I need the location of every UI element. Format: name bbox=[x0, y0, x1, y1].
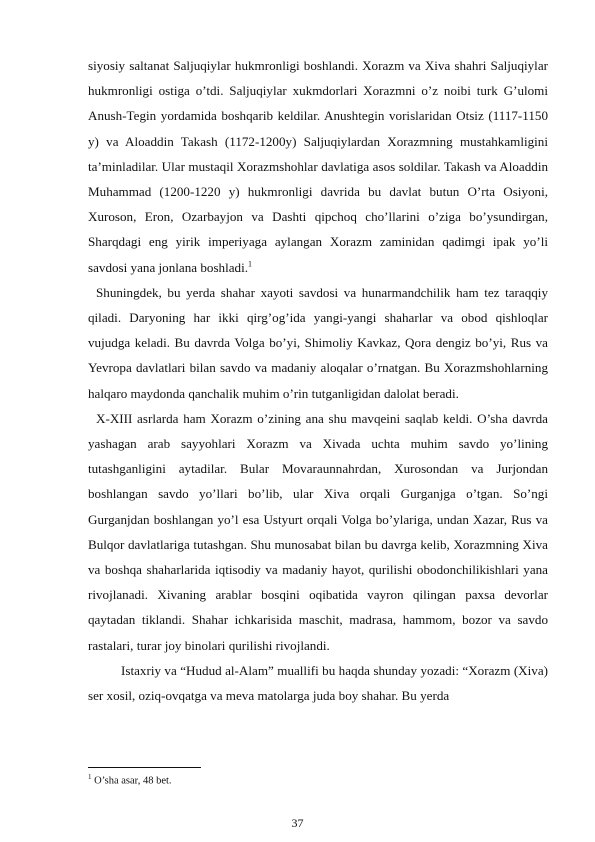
page-number: 37 bbox=[291, 816, 304, 830]
footnote-text: O’sha asar, 48 bet. bbox=[91, 775, 172, 787]
footnote-reference[interactable]: 1 bbox=[248, 259, 253, 269]
paragraph: Shuningdek, bu yerda shahar xayoti savdosi va hunarmandchilik ham tez taraqqiy qiladi. Daryoning har ikki qirg’og’ida yangi-yangi shaharlar va obod qishloqlar vujudga keladi. Bu davrda Volga bo’yi, Shimoliy Kavkaz, Qora dengiz bo’yi, Rus va Yevropa davlatlari bilan savdo va madaniy aloqalar o’rnatgan. Bu Xorazmshohlarning halqaro maydonda qanchalik muhim o’rin tutganligidan dalolat beradi. bbox=[88, 284, 548, 401]
paragraph: Istaxriy va “Hudud al-Alam” muallifi bu haqda shunday yozadi: “Xorazm (Xiva) ser xosil, oziq-ovqatga va meva matolarga juda boy shahar. Bu yerda bbox=[88, 662, 548, 704]
paragraph: X-XIII asrlarda ham Xorazm o’zining ana shu mavqeini saqlab keldi. O’sha davrda yashagan arab sayyohlari Xorazm va Xivada uchta muhim savdo yo’lining tutashganligini aytadilar. Bular Movaraunnahrdan, Xurosondan va Jurjondan boshlangan savdo yo’llari bo’lib, ular Xiva orqali Gurganjga o’tgan. So’ngi Gurganjdan boshlangan yo’l esa Ustyurt orqali Volga bo’ylariga, undan Xazar, Rus va Bulqor davlatlariga tutashgan. Shu munosabat bilan bu davrga kelib, Xorazmning Xiva va boshqa shaharlarida iqtisodiy va madaniy hayot, qurilishi obodonchilikishlari yana rivojlanadi. Xivaning arablar bosqini oqibatida vayron qilingan paxsa devorlar qaytadan tiklandi. Shahar ichkarisida maschit, madrasa, hammom, bozor va savdo rastalari, turar joy binolari qurilishi rivojlandi. bbox=[88, 410, 548, 653]
footnote-marker: 1 bbox=[88, 773, 92, 781]
paragraph-text: siyosiy saltanat Saljuqiylar hukmronligi boshlandi. Xorazm va Xiva shahri Saljuqiylar hukmronligi ostiga o’tdi. Saljuqiylar xukmdorlari Xorazmni o’z noibi turk G’ulomi Anush-Tegin yordamida boshqarib keldilar. Anushtegin vorislaridan Otsiz (1117-1150 y) va Aloaddin Takash (1172-1200y) Saljuqiylardan Xorazmning mustahkamligini ta’minladilar. Ular mustaqil Xorazmshohlar davlatiga asos soldilar. Takash va Aloaddin Muhammad (1200-1220 y) hukmronligi davrida bu davlat butun O’rta Osiyoni, Xuroson, Eron, Ozarbayjon va Dashti qipchoq cho’llarini o’ziga bo’ysundirgan, Sharqdagi eng yirik imperiyaga aylangan Xorazm zaminidan qadimgi ipak yo’li savdosi yana jonlana boshladi. bbox=[88, 58, 548, 275]
footnote-divider bbox=[88, 767, 201, 768]
footnote bbox=[88, 770, 548, 789]
document-body bbox=[88, 53, 548, 708]
paragraph bbox=[88, 53, 548, 280]
